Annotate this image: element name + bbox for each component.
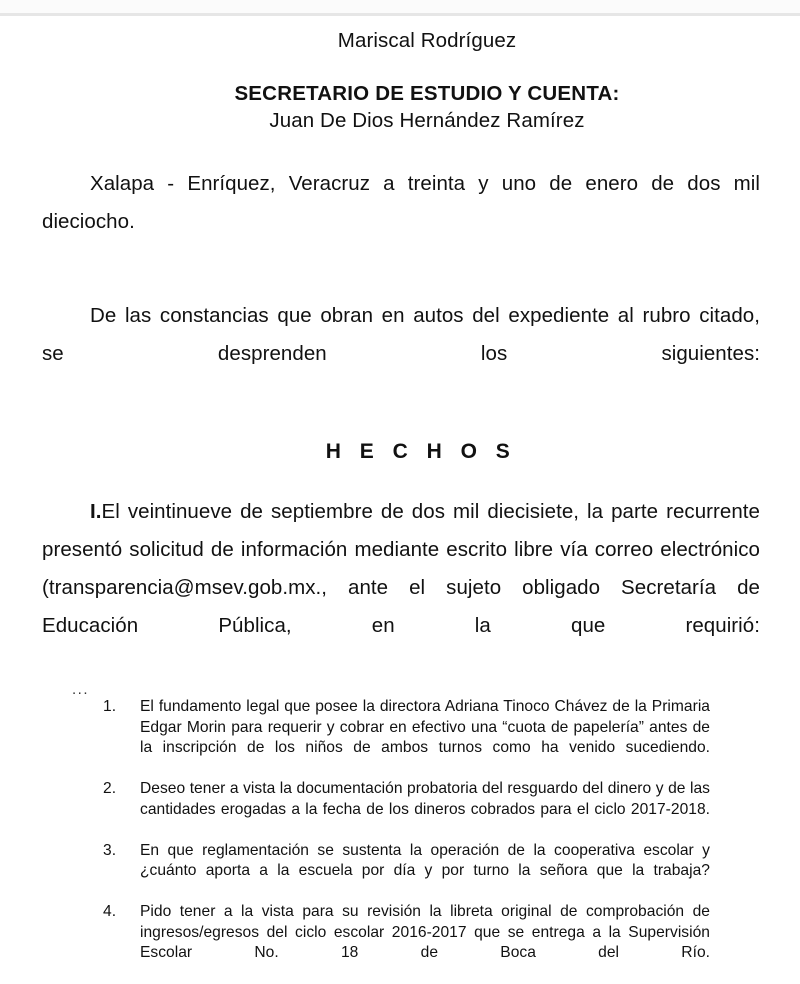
list-item [103, 841, 710, 903]
fact-one-text: El veintinueve de septiembre de dos mil diecisiete, la parte recurrente presentó solicitud de información mediante escrito libre vía correo electrónico (transparencia@msev.gob.mx., ante el sujeto obligado Secretaría de Educación Pública, en la que requirió: [42, 500, 760, 637]
spacer-between-paragraphs [42, 279, 760, 297]
role-title: SECRETARIO DE ESTUDIO Y CUENTA: [234, 82, 620, 105]
list-item-number: 4. [103, 903, 117, 920]
spacer-after-header [0, 135, 800, 165]
scan-top-band [0, 0, 800, 13]
document-body [42, 165, 760, 683]
section-heading-hechos: H E C H O S [325, 440, 517, 463]
list-item-text: En que reglamentación se sustenta la operación de la cooperativa escolar y ¿cuánto aporta a la escuela por día y por turno la señora que la trabaja? [140, 841, 710, 879]
document-header [0, 16, 800, 135]
list-item [103, 697, 710, 779]
addressee-name: Mariscal Rodríguez [337, 29, 517, 52]
header-spacer [78, 54, 776, 80]
spacer-before-heading [42, 411, 760, 437]
spacer-after-heading [42, 467, 760, 493]
list-item-text: Pido tener a la vista para su revisión la libreta original de comprobación de ingresos/egresos del ciclo escolar 2016-2017 que se entrega a la Supervisión Escolar No. 18 de Boca del Río. [140, 903, 710, 961]
list-item-number: 2. [103, 780, 117, 797]
list-item-text: Deseo tener a vista la documentación probatoria del resguardo del dinero y de las cantidades erogadas a la fecha de los dineros cobrados para el ciclo 2017-2018. [140, 780, 710, 818]
role-person-name: Juan De Dios Hernández Ramírez [269, 109, 585, 132]
list-item-number: 3. [103, 841, 117, 859]
list-item [103, 902, 710, 984]
quote-ellipsis: ... [72, 681, 90, 698]
document-content [0, 16, 800, 984]
list-item-text: El fundamento legal que posee la directora Adriana Tinoco Chávez de la Primaria Edgar Morin para requerir y cobrar en efectivo una “cuota de papelería” antes de la inscripción de los niños de ambos turnos como ha venido sucediendo. [140, 698, 710, 756]
requests-list [103, 697, 710, 984]
paragraph-fact-one [42, 493, 760, 683]
list-item-number: 1. [103, 698, 117, 715]
fact-marker: I. [90, 500, 102, 523]
paragraph-preamble: De las constancias que obran en autos del expediente al rubro citado, se desprenden los siguientes: [42, 304, 760, 365]
list-item [103, 779, 710, 841]
paragraph-place-date: Xalapa - Enríquez, Veracruz a treinta y uno de enero de dos mil dieciocho. [42, 172, 760, 233]
